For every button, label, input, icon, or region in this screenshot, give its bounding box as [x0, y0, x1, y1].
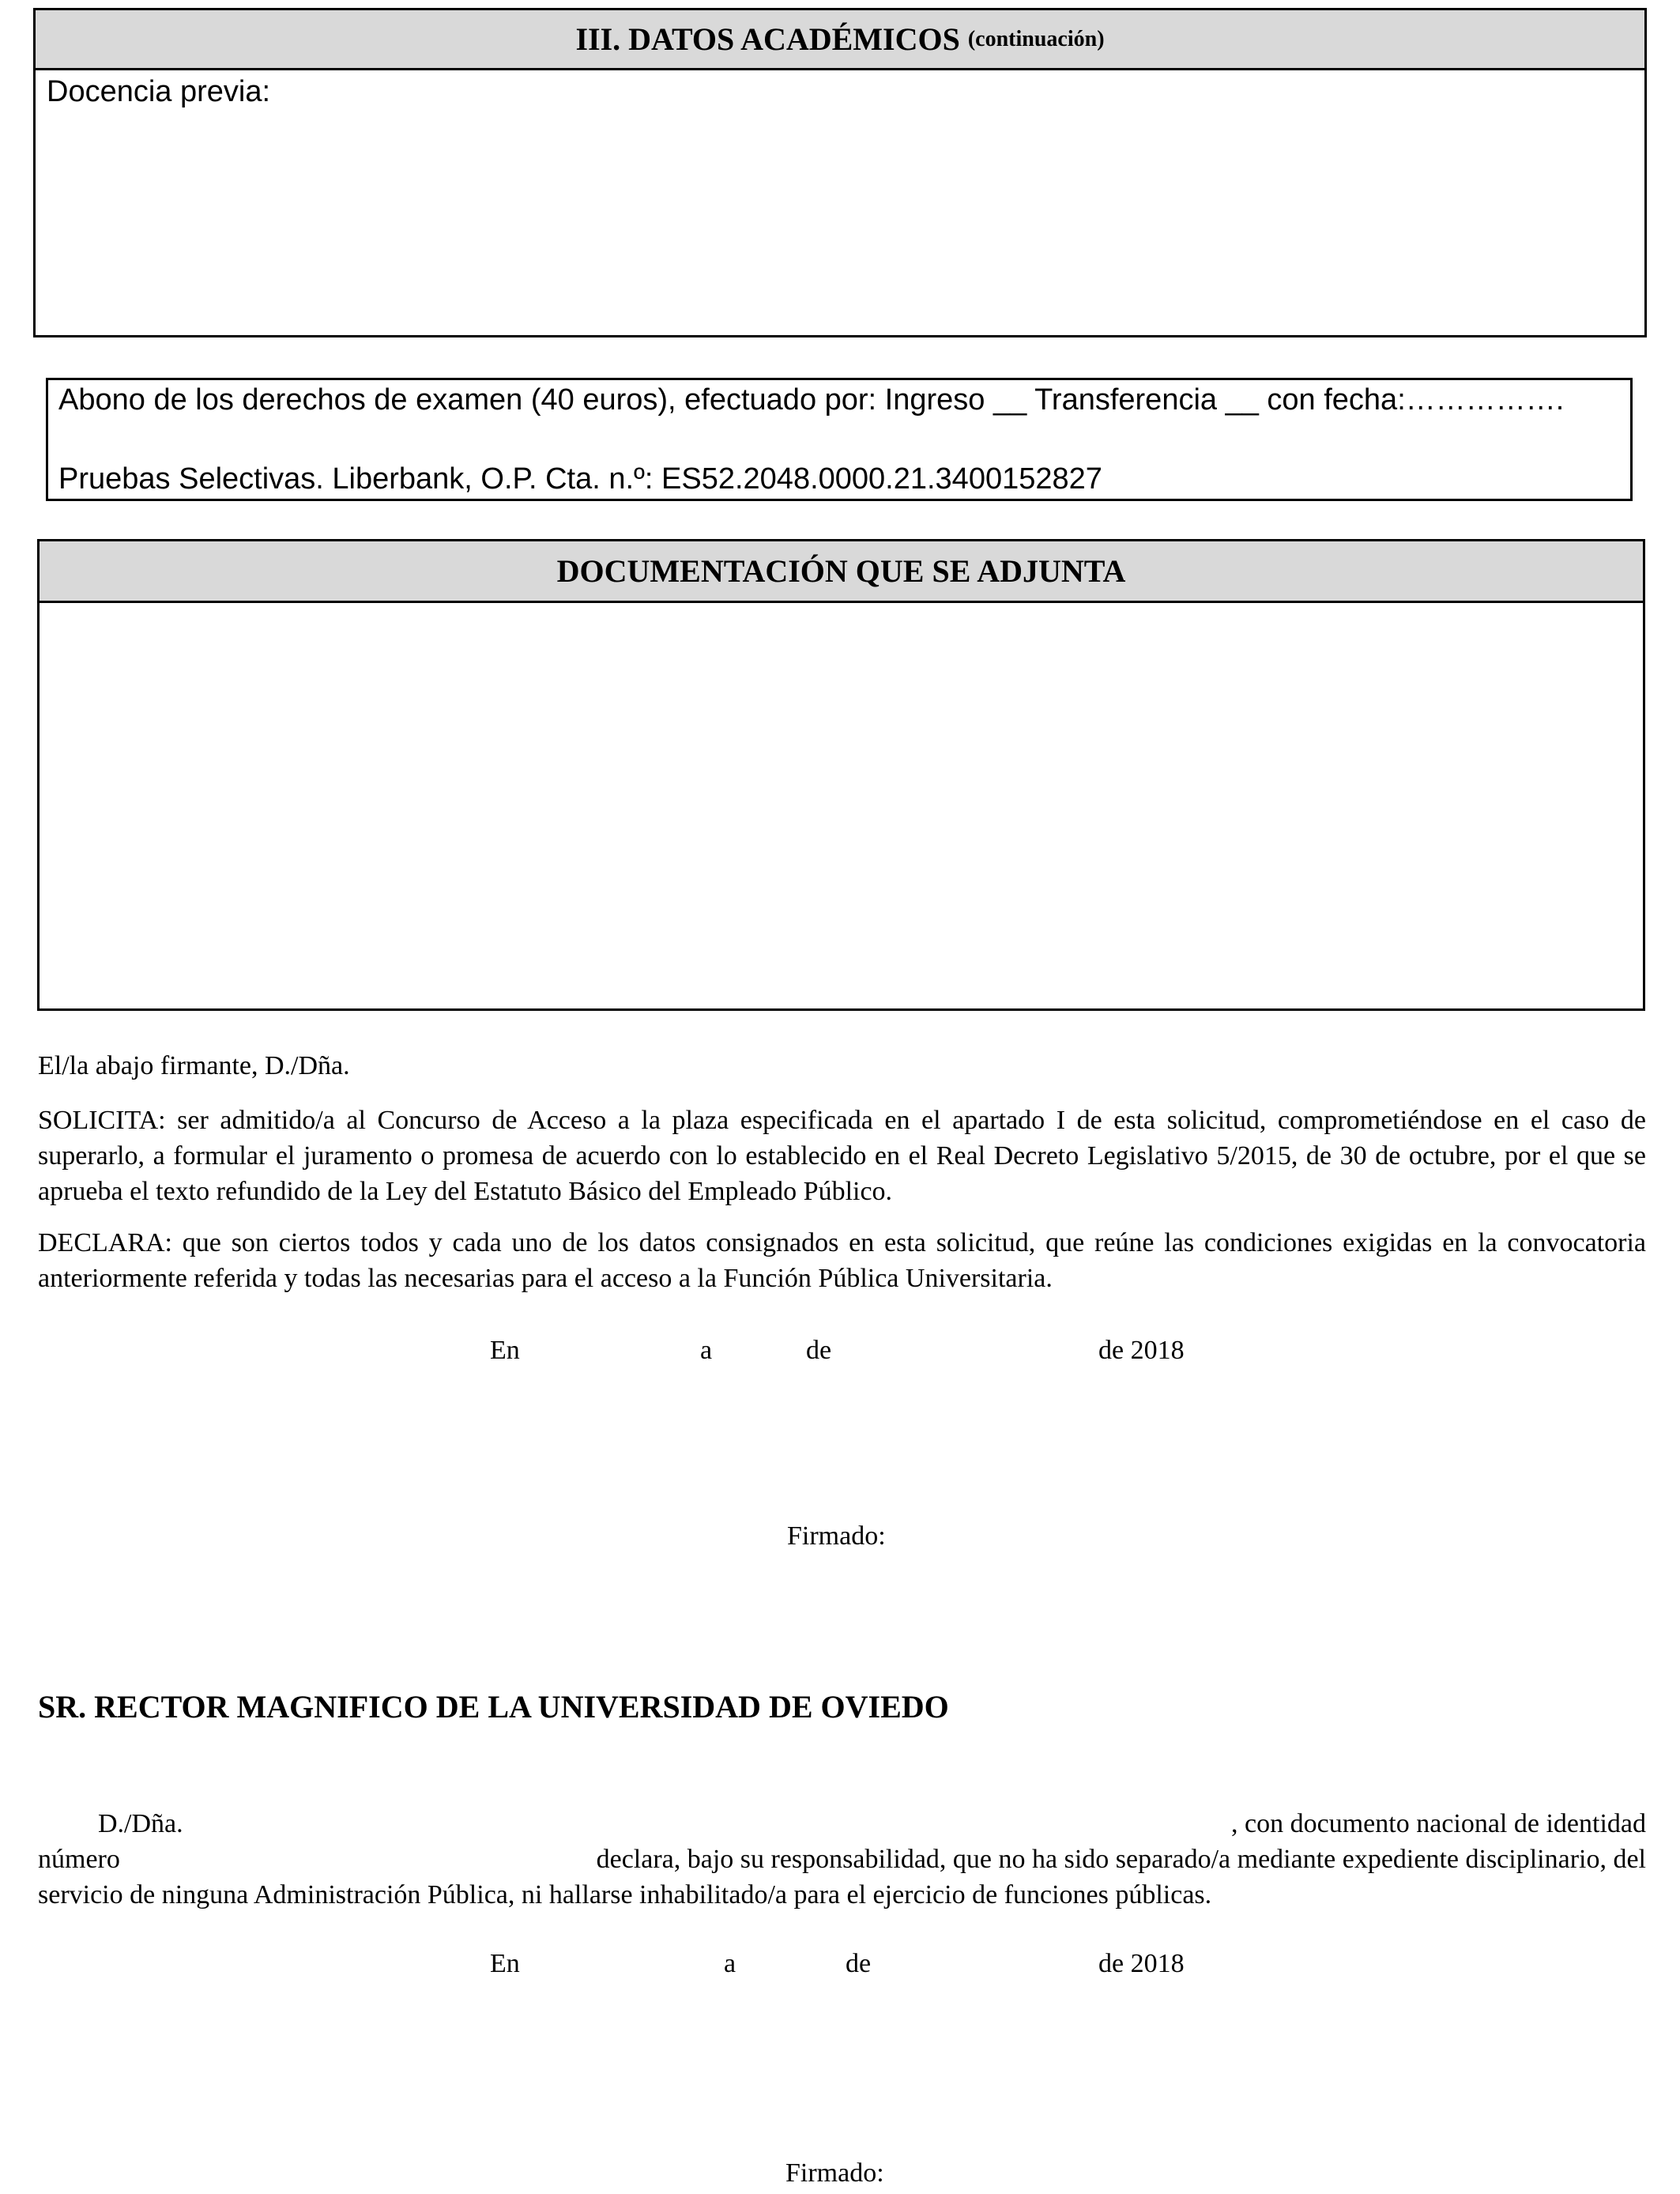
academic-data-title-note: (continuación)	[967, 26, 1105, 51]
documentation-field[interactable]	[40, 603, 1643, 1008]
academic-data-section	[33, 8, 1647, 337]
solicita-paragraph: SOLICITA: ser admitido/a al Concurso de Acceso a la plaza especificada en el apartado I de esta solicitud, comprometiéndose en el caso de superarlo, a formular el juramento o promesa de acuerdo con lo establecido en el Real Decreto Legislativo 5/2015, de 30 de octubre, por el que se aprueba el texto refundido de la Ley del Estatuto Básico del Empleado Público.	[38, 1106, 1646, 1206]
documentation-title: DOCUMENTACIÓN QUE SE ADJUNTA	[556, 553, 1126, 589]
date-de: de	[806, 1336, 832, 1365]
academic-data-title: III. DATOS ACADÉMICOS	[575, 21, 960, 57]
payment-line-1: Abono de los derechos de examen (40 euros), efectuado por: Ingreso __ Transferencia __ con fecha:…………….	[58, 383, 1565, 417]
signed-label: Firmado:	[787, 1521, 886, 1551]
rector-date-a: a	[724, 1949, 736, 1978]
previous-teaching-field[interactable]	[36, 121, 1644, 335]
payment-section	[46, 378, 1633, 501]
rector-date-de: de	[846, 1949, 872, 1978]
rector-date-line	[0, 1946, 1680, 1981]
rector-title: SR. RECTOR MAGNIFICO DE LA UNIVERSIDAD DE OVIEDO	[38, 1689, 949, 1725]
declara-paragraph: DECLARA: que son ciertos todos y cada uno de los datos consignados en esta solicitud, que reúne las condiciones exigidas en la convocatoria anteriormente referida y todas las necesarias para el acceso a la Función Pública Universitaria.	[38, 1228, 1646, 1293]
rector-declaration	[38, 1806, 1646, 1917]
rector-name-prefix: D./Dña.	[98, 1809, 183, 1838]
rector-numero: número	[38, 1845, 120, 1874]
declaration-date-line	[0, 1333, 1680, 1368]
documentation-header	[40, 541, 1643, 603]
rector-line-3: servicio de ninguna Administración Pública, ni hallarse inhabilitado/a para el ejercicio de funciones públicas.	[38, 1880, 1212, 1909]
documentation-section	[37, 539, 1645, 1011]
previous-teaching-label: Docencia previa:	[47, 75, 271, 108]
payment-line-2: Pruebas Selectivas. Liberbank, O.P. Cta. n.º: ES52.2048.0000.21.3400152827	[58, 462, 1102, 496]
rector-dni-text: , con documento nacional de identidad	[1231, 1809, 1646, 1838]
rector-date-year: de 2018	[1098, 1949, 1185, 1978]
date-a: a	[700, 1336, 713, 1365]
rector-date-en: En	[490, 1949, 520, 1978]
rector-declara-text: declara, bajo su responsabilidad, que no ha sido separado/a mediante expediente disciplinario, del	[596, 1845, 1646, 1874]
date-en: En	[490, 1336, 520, 1365]
academic-data-header	[36, 10, 1644, 70]
date-year: de 2018	[1098, 1336, 1185, 1365]
signer-line: El/la abajo firmante, D./Dña.	[38, 1051, 350, 1080]
rector-signed-label: Firmado:	[785, 2158, 884, 2188]
